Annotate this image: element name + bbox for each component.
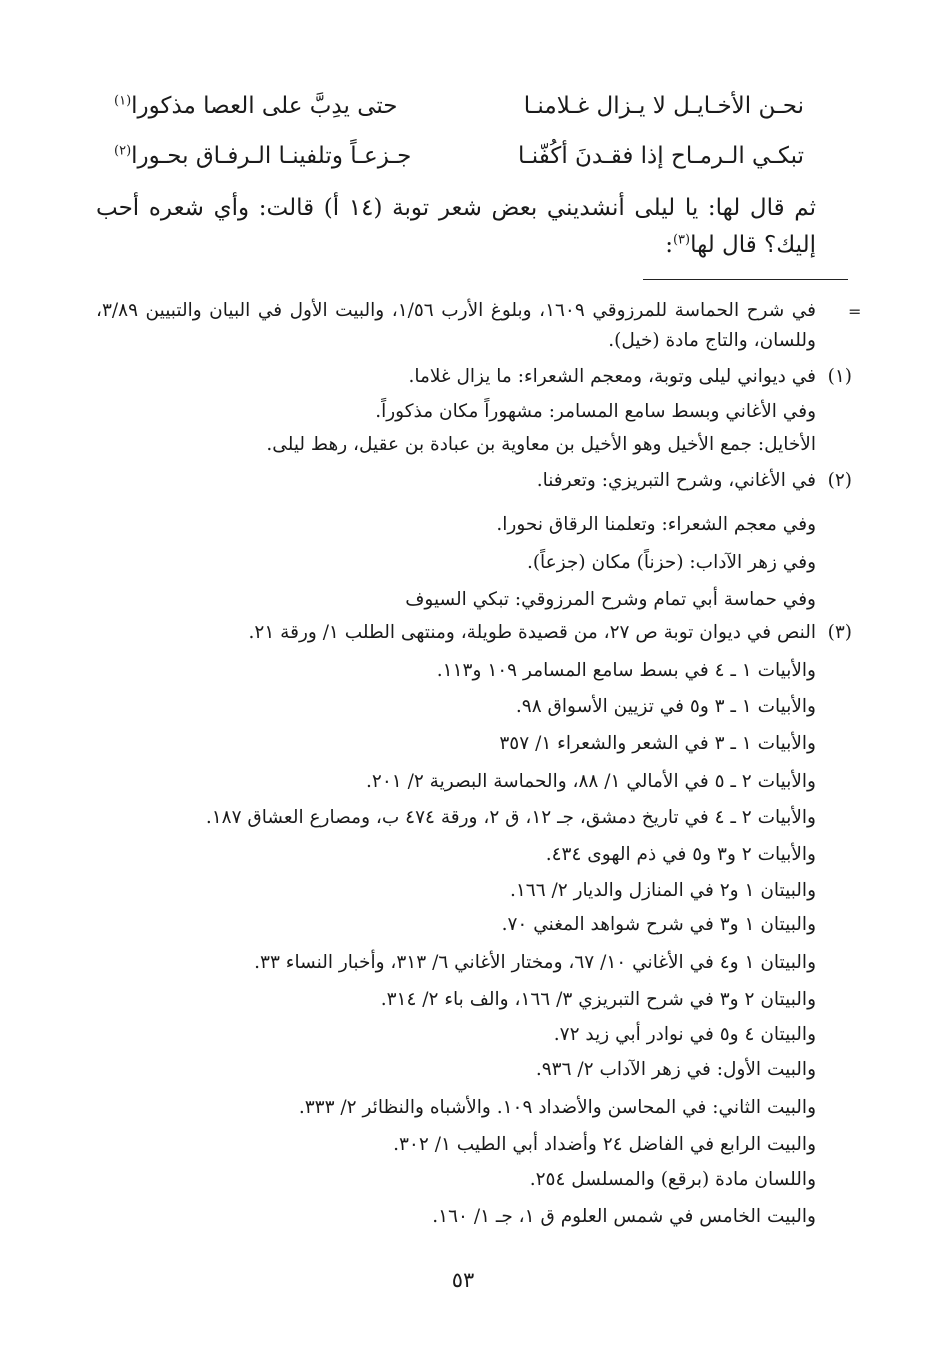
- verse-1-second-hemistich-text: حتى يدِبَّ على العصا مذكورا: [131, 93, 398, 119]
- footnote-separator: [643, 279, 848, 280]
- footnote-1-label: (١): [827, 366, 852, 387]
- footnote-3-line: والبيتان ١ و٢ في المنازل والديار ٢/ ١٦٦.: [509, 880, 816, 901]
- footnote-2-line: وفي زهر الآداب: (حزناً) مكان (جزعاً).: [526, 552, 816, 573]
- verse-2-first-hemistich: تبكـي الـرمـاح إذا فقـدنَ أكُفّنـا: [518, 143, 804, 169]
- footnote-1-line: في ديواني ليلى وتوبة، ومعجم الشعراء: ما يزال غلاما.: [408, 366, 816, 387]
- continuation-mark: =: [848, 302, 862, 321]
- footnote-1-line: وفي الأغاني وبسط سامع المسامر: مشهوراً مكان مذكوراً.: [375, 401, 816, 422]
- footnote-continuation: في شرح الحماسة للمرزوقي ١٦٠٩، وبلوغ الأرب ١/٥٦، والبيت الأول في البيان والتبيين ٣/٨٩، وللسان، والتاج مادة (خيل).: [96, 300, 816, 351]
- footnote-3-line: والأبيات ٢ ـ ٥ في الأمالي ١/ ٨٨، والحماسة البصرية ٢/ ٢٠١.: [366, 771, 816, 792]
- footnote-2-line: وفي حماسة أبي تمام وشرح المرزوقي: تبكي السيوف: [405, 589, 816, 610]
- verse-2-second-hemistich-text: جـزعـاً وتلفينـا الـرفـاق بحـورا: [131, 143, 412, 169]
- footnote-2-line: في الأغاني، وشرح التبريزي: وتعرفنا.: [536, 470, 816, 491]
- footnote-3-line: والأبيات ١ ـ ٣ و٥ في تزيين الأسواق ٩٨.: [515, 696, 816, 717]
- verse-line-2: [114, 136, 804, 176]
- footnote-ref-2: (٢): [114, 143, 132, 159]
- footnote-2-line: وفي معجم الشعراء: وتعلمنا الرقاق نحورا.: [496, 514, 816, 535]
- page-number: ٥٣: [451, 1268, 475, 1292]
- footnote-3-line: والبيت الخامس في شمس العلوم ق ١، جـ ١/ ١٦٠.: [432, 1206, 816, 1227]
- footnote-2-label: (٢): [827, 470, 852, 491]
- footnote-ref-1: (١): [114, 93, 132, 109]
- footnote-3-line: والبيتان ٤ و٥ في نوادر أبي زيد ٧٢.: [553, 1024, 816, 1045]
- footnote-3-line: والبيتان ١ و٣ في شرح شواهد المغني ٧٠.: [501, 914, 816, 935]
- footnote-3-line: والأبيات ٢ و٣ و٥ في ذم الهوى ٤٣٤.: [545, 844, 816, 865]
- footnote-ref-3: (٣): [672, 232, 691, 248]
- footnote-3-line: والبيتان ٢ و٣ في شرح التبريزي ٣/ ١٦٦، والف باء ٢/ ٣١٤.: [380, 989, 816, 1010]
- footnote-3-line: والبيت الأول: في زهر الآداب ٢/ ٩٣٦.: [535, 1059, 816, 1080]
- footnote-3-line: واللسان مادة (برقع) والمسلسل ٢٥٤.: [529, 1169, 816, 1190]
- footnote-3-line: والبيت الثاني: في المحاسن والأضداد ١٠٩. والأشباه والنظائر ٢/ ٣٣٣.: [298, 1097, 816, 1118]
- footnote-3-line: النص في ديوان توبة ص ٢٧، من قصيدة طويلة، ومنتهى الطلب ١/ ورقة ٢١.: [248, 622, 816, 643]
- footnote-3-label: (٣): [827, 622, 852, 643]
- prose-text: ثم قال لها: يا ليلى أنشديني بعض شعر توبة (١٤ أ) قالت: وأي شعره أحب إليك؟ قال لها: [96, 195, 816, 258]
- prose-tail: :: [665, 232, 673, 258]
- footnote-1-line: الأخايل: جمع الأخيل وهو الأخيل بن معاوية بن عبادة بن عقيل، رهط ليلى.: [266, 434, 816, 455]
- footnote-3-line: والأبيات ١ ـ ٣ في الشعر والشعراء ١/ ٣٥٧: [499, 733, 816, 754]
- verse-1-second-hemistich: [114, 86, 398, 126]
- prose-paragraph: [96, 190, 816, 264]
- footnote-3-line: والأبيات ١ ـ ٤ في بسط سامع المسامر ١٠٩ و١١٣.: [436, 660, 816, 681]
- verse-1-first-hemistich: نحـن الأخـايـل لا يـزال غـلامنـا: [523, 93, 804, 119]
- footnote-3-line: والبيت الرابع في الفاضل ٢٤ وأضداد أبي الطيب ١/ ٣٠٢.: [393, 1134, 816, 1155]
- footnote-3-line: والبيتان ١ و٤ في الأغاني ١٠/ ٦٧، ومختار الأغاني ٦/ ٣١٣، وأخبار النساء ٣٣.: [254, 952, 816, 973]
- verse-line-1: [114, 86, 804, 126]
- verse-2-second-hemistich: [114, 136, 411, 176]
- footnote-3-line: والأبيات ٢ ـ ٤ في تاريخ دمشق، جـ ١٢، ق ٢، ورقة ٤٧٤ ب، ومصارع العشاق ١٨٧.: [205, 807, 816, 828]
